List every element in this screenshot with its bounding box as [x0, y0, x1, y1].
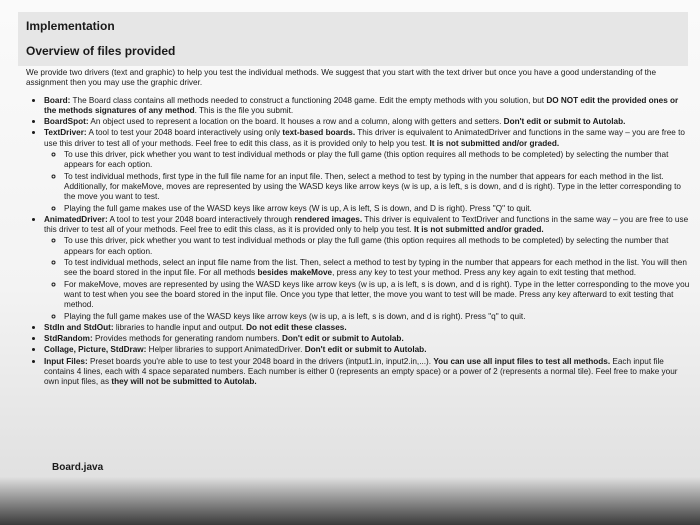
- item-strong: Don't edit or submit to Autolab.: [503, 117, 626, 127]
- sublist-text: To test individual methods, select an input file name from the list. Then, select a method to test by typing in the number that appears for each method in the list. You will then see the board stored in the input file. For all methods: [64, 258, 687, 278]
- item-strong: text-based boards.: [282, 128, 356, 138]
- item-text: Preset boards you're able to use to test your 2048 board in the drivers (intput1.in, input2.in,...).: [87, 356, 434, 366]
- item-text: This driver is equivalent to TextDriver and functions in the same way – you are free to use this driver to test all of your methods. Feel free to edit this class, as it is provided only to help you test.: [44, 214, 689, 235]
- item-name: Board:: [44, 95, 71, 105]
- item-strong: they will not be submitted to Autolab.: [111, 377, 257, 387]
- list-item-inputfiles: [44, 356, 690, 388]
- sublist-text: , press any key to test your method. Press any key again to exit testing that method.: [332, 268, 637, 278]
- item-text: The Board class contains all methods needed to construct a functioning 2048 game. Edit the empty methods with you solution, but: [70, 95, 547, 105]
- item-text: Helper libraries to support AnimatedDriver.: [146, 345, 305, 355]
- item-name: StdIn and StdOut:: [44, 322, 114, 332]
- sublist-item: ◦ To use this driver, pick whether you want to test individual methods or play the full game (this option requires all methods to be completed) by selecting the number that appears for each option.: [64, 235, 690, 257]
- sublist-item: ◦ Playing the full game makes use of the WASD keys like arrow keys (w is up, a is left, s is down, and d is right). Press "q" to quit.: [64, 311, 690, 322]
- list-item-textdriver: [44, 127, 690, 213]
- item-text: A tool to test your 2048 board interactively using only: [86, 128, 283, 138]
- item-name: BoardSpot:: [44, 117, 89, 127]
- subsection-heading: Overview of files provided: [26, 44, 176, 58]
- list-item-boardspot: [44, 116, 690, 127]
- sublist-item: ◦ Playing the full game makes use of the WASD keys like arrow keys (W is up, A is left, S is down, and D is right). Press "Q" to quit.: [64, 203, 690, 214]
- item-name: AnimatedDriver:: [44, 214, 108, 224]
- sublist-item: ◦ For makeMove, moves are represented by using the WASD keys like arrow keys (w is up, a is left, s is down, and d is right). Type in the letter corresponding to the move you want to test when you see the board stored in the input file. Once you type that letter, the move you want to test will be made. Press any key afterward to exit testing that method.: [64, 279, 690, 311]
- intro-paragraph: We provide two drivers (text and graphic) to help you test the individual methods. We suggest that you start with the text driver but once you have a good understanding of the assignment then you may use the graphic driver.: [26, 68, 657, 88]
- sublist-strong: besides makeMove: [257, 268, 333, 278]
- item-strong: It is not submitted and/or graded.: [429, 138, 560, 148]
- files-list: [26, 95, 690, 388]
- overview-content: [26, 68, 690, 388]
- section-heading: Implementation: [26, 19, 115, 33]
- item-strong: Do not edit these classes.: [246, 322, 347, 332]
- item-text: A tool to test your 2048 board interactively through: [107, 214, 295, 224]
- item-text: Each input file contains 4 lines, each with 4 space separated numbers. Each number is either 0 (represents an empty space) or a power of 2 (represents a normal tile). Feel free to make your own input files, as: [44, 356, 678, 387]
- sublist-item: ◦ To test individual methods, first type in the full file name for an input file. Then, select a method to test by typing in the number that appears for each method in the list. Additionally, for makeMove, moves are represented by using the WASD keys like arrow keys (w is up, a is left, s is down, and d is right). Type in the letter corresponding to the move you want to test.: [64, 171, 690, 203]
- textdriver-sublist: [44, 149, 690, 214]
- list-item-animateddriver: [44, 214, 690, 322]
- item-text: This driver is equivalent to AnimatedDriver and functions in the same way – you are free to use this driver to test all of your methods. Feel free to edit this class, as it is provided only to help you test.: [44, 128, 685, 148]
- item-tail: . This is the file you submit.: [194, 105, 294, 115]
- list-item-board: [44, 95, 690, 117]
- item-strong: DO NOT edit the provided ones or the methods signatures of any method: [44, 95, 679, 115]
- sublist-item: ◦ To use this driver, pick whether you want to test individual methods or play the full game (this option requires all methods to be completed) by selecting the number that appears for each option.: [64, 149, 690, 171]
- item-strong: Don't edit or submit to Autolab.: [282, 334, 404, 344]
- list-item-stdin: [44, 322, 690, 333]
- item-text: libraries to handle input and output.: [113, 322, 247, 332]
- item-name: Input Files:: [44, 356, 88, 366]
- item-name: Collage, Picture, StdDraw:: [44, 345, 147, 355]
- item-strong: It is not submitted and/or graded.: [413, 225, 544, 235]
- animateddriver-sublist: [44, 235, 690, 321]
- item-text: Provides methods for generating random numbers.: [92, 334, 282, 344]
- screen-edge-shadow: [0, 477, 700, 525]
- item-text: An object used to represent a location on the board. It houses a row and a column, along with getters and setters.: [88, 117, 504, 127]
- list-item-collage: [44, 344, 690, 355]
- item-strong: You can use all input files to test all methods.: [433, 356, 611, 366]
- item-strong: rendered images.: [294, 214, 363, 224]
- item-strong: Don't edit or submit to Autolab.: [304, 345, 427, 355]
- item-name: TextDriver:: [44, 128, 87, 138]
- board-java-heading: Board.java: [52, 462, 104, 473]
- item-name: StdRandom:: [44, 334, 93, 344]
- list-item-stdrandom: [44, 333, 690, 344]
- sublist-item: [64, 257, 690, 279]
